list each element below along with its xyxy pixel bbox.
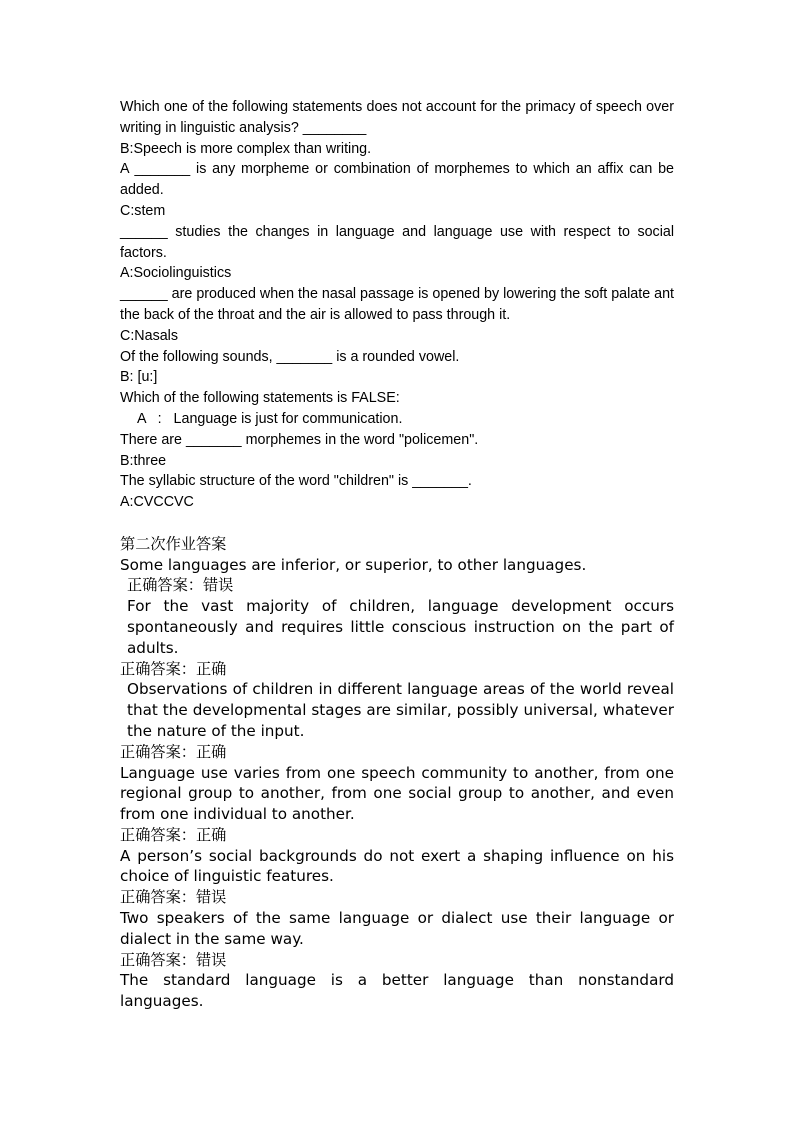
answer-text: B:three — [120, 452, 167, 469]
question-text: Which one of the following statements does not account for the primacy of speech over writing in linguistic analysis? ________ — [120, 99, 674, 136]
answer-text: C:Nasals — [120, 327, 178, 344]
answer-text: 正确答案：错误 — [127, 576, 234, 595]
question-text: The syllabic structure of the word "children" is _______. — [120, 473, 472, 490]
question-text: Which of the following statements is FALSE: — [120, 390, 400, 407]
section-spacer — [120, 513, 674, 534]
question-text: ______ are produced when the nasal passage is opened by lowering the soft palate ant the back of the throat and the air is allowed to pass through it. — [120, 286, 675, 323]
answer-text: A:CVCCVC — [120, 494, 194, 511]
answer-text: 正确答案：错误 — [120, 950, 227, 969]
quiz-part-one — [120, 97, 674, 513]
section-title: 第二次作业答案 — [120, 534, 227, 553]
quiz-part-two — [120, 534, 674, 1012]
question-text: Language use varies from one speech community to another, from one regional group to another, from one social group to another, and even from one individual to another. — [120, 763, 674, 824]
question-text: The standard language is a better language than nonstandard languages. — [120, 971, 674, 1011]
answer-text: B: [u:] — [120, 369, 158, 386]
answer-text: A:Sociolinguistics — [120, 265, 232, 282]
question-text: A _______ is any morpheme or combination of morphemes to which an affix can be added. — [120, 161, 674, 199]
question-text: Two speakers of the same language or dialect use their language or dialect in the same way. — [120, 909, 674, 948]
answer-text: C:stem — [120, 202, 166, 219]
question-text: ______ studies the changes in language and language use with respect to social factors. — [120, 223, 674, 261]
document-page — [120, 97, 674, 1012]
question-text: There are _______ morphemes in the word "policemen". — [120, 431, 479, 448]
question-text: Of the following sounds, _______ is a rounded vowel. — [120, 348, 460, 365]
question-text: For the vast majority of children, language development occurs spontaneously and requires little conscious instruction on the part of adults. — [127, 597, 674, 657]
question-text: Observations of children in different language areas of the world reveal that the developmental stages are similar, possibly universal, whatever the nature of the input. — [127, 680, 674, 740]
answer-text: 正确答案：错误 — [120, 888, 227, 907]
answer-text: 正确答案：正确 — [120, 742, 227, 761]
answer-text: 正确答案：正确 — [120, 825, 227, 844]
answer-text: B:Speech is more complex than writing. — [120, 140, 372, 157]
answer-text: 正确答案：正确 — [120, 659, 227, 678]
question-text: A person’s social backgrounds do not exert a shaping influence on his choice of linguistic features. — [120, 846, 674, 886]
answer-text: A : Language is just for communication. — [137, 410, 403, 427]
question-text: Some languages are inferior, or superior, to other languages. — [120, 555, 587, 574]
